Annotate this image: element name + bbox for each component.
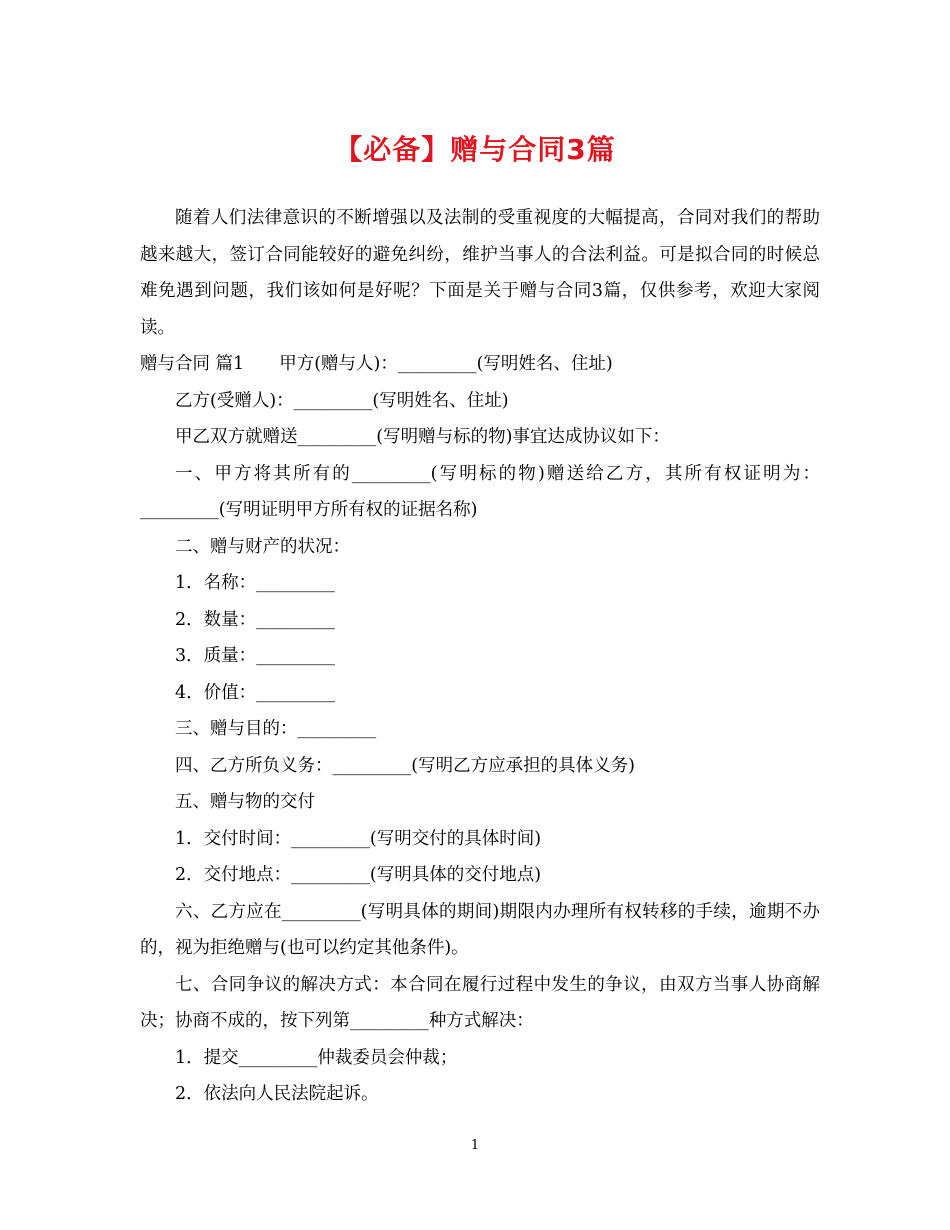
document-paragraph: 五、赠与物的交付 — [175, 792, 315, 812]
document-paragraph: 二、赠与财产的状况： — [175, 536, 350, 557]
document-paragraph: 乙方(受赠人)：_________(写明姓名、住址) — [175, 390, 509, 411]
page-number: 1 — [470, 1138, 480, 1153]
document-paragraph: 三、赠与目的：_________ — [175, 719, 377, 739]
document-body — [140, 200, 820, 1113]
document-paragraph: 甲乙双方就赠送_________(写明赠与标的物)事宜达成协议如下： — [175, 427, 670, 447]
document-paragraph: 七、合同争议的解决方式：本合同在履行过程中发生的争议，由双方当事人协商解决；协商不成的，按下列第_________种方式解决： — [140, 974, 820, 1031]
document-paragraph: 3．质量：_________ — [175, 646, 335, 666]
document-paragraph: 4．价值：_________ — [175, 682, 335, 703]
document-paragraph: 一、甲方将其所有的_________(写明标的物)赠送给乙方，其所有权证明为：_________(写明证明甲方所有权的证据名称) — [140, 463, 820, 520]
document-paragraph: 随着人们法律意识的不断增强以及法制的受重视度的大幅提高，合同对我们的帮助越来越大，签订合同能较好的避免纠纷，维护当事人的合法利益。可是拟合同的时候总难免遇到问题，我们该如何是好呢？下面是关于赠与合同3篇，仅供参考，欢迎大家阅读。 — [140, 208, 820, 338]
document-paragraph: 六、乙方应在_________(写明具体的期间)期限内办理所有权转移的手续，逾期不办的，视为拒绝赠与(也可以约定其他条件)。 — [140, 901, 820, 958]
document-paragraph: 2．交付地点：_________(写明具体的交付地点) — [175, 865, 542, 885]
document-paragraph: 四、乙方所负义务：_________(写明乙方应承担的具体义务) — [175, 755, 635, 776]
document-paragraph: 2．数量：_________ — [175, 609, 335, 630]
document-paragraph: 1．提交_________仲裁委员会仲裁； — [175, 1047, 458, 1068]
document-paragraph: 赠与合同 篇1 甲方(赠与人)：_________(写明姓名、住址) — [140, 354, 613, 374]
document-paragraph: 1．交付时间：_________(写明交付的具体时间) — [175, 828, 542, 849]
document-title: 【必备】赠与合同3篇 — [334, 133, 616, 166]
document-paragraph: 2．依法向人民法院起诉。 — [175, 1084, 379, 1104]
document-paragraph: 1．名称：_________ — [175, 573, 335, 593]
